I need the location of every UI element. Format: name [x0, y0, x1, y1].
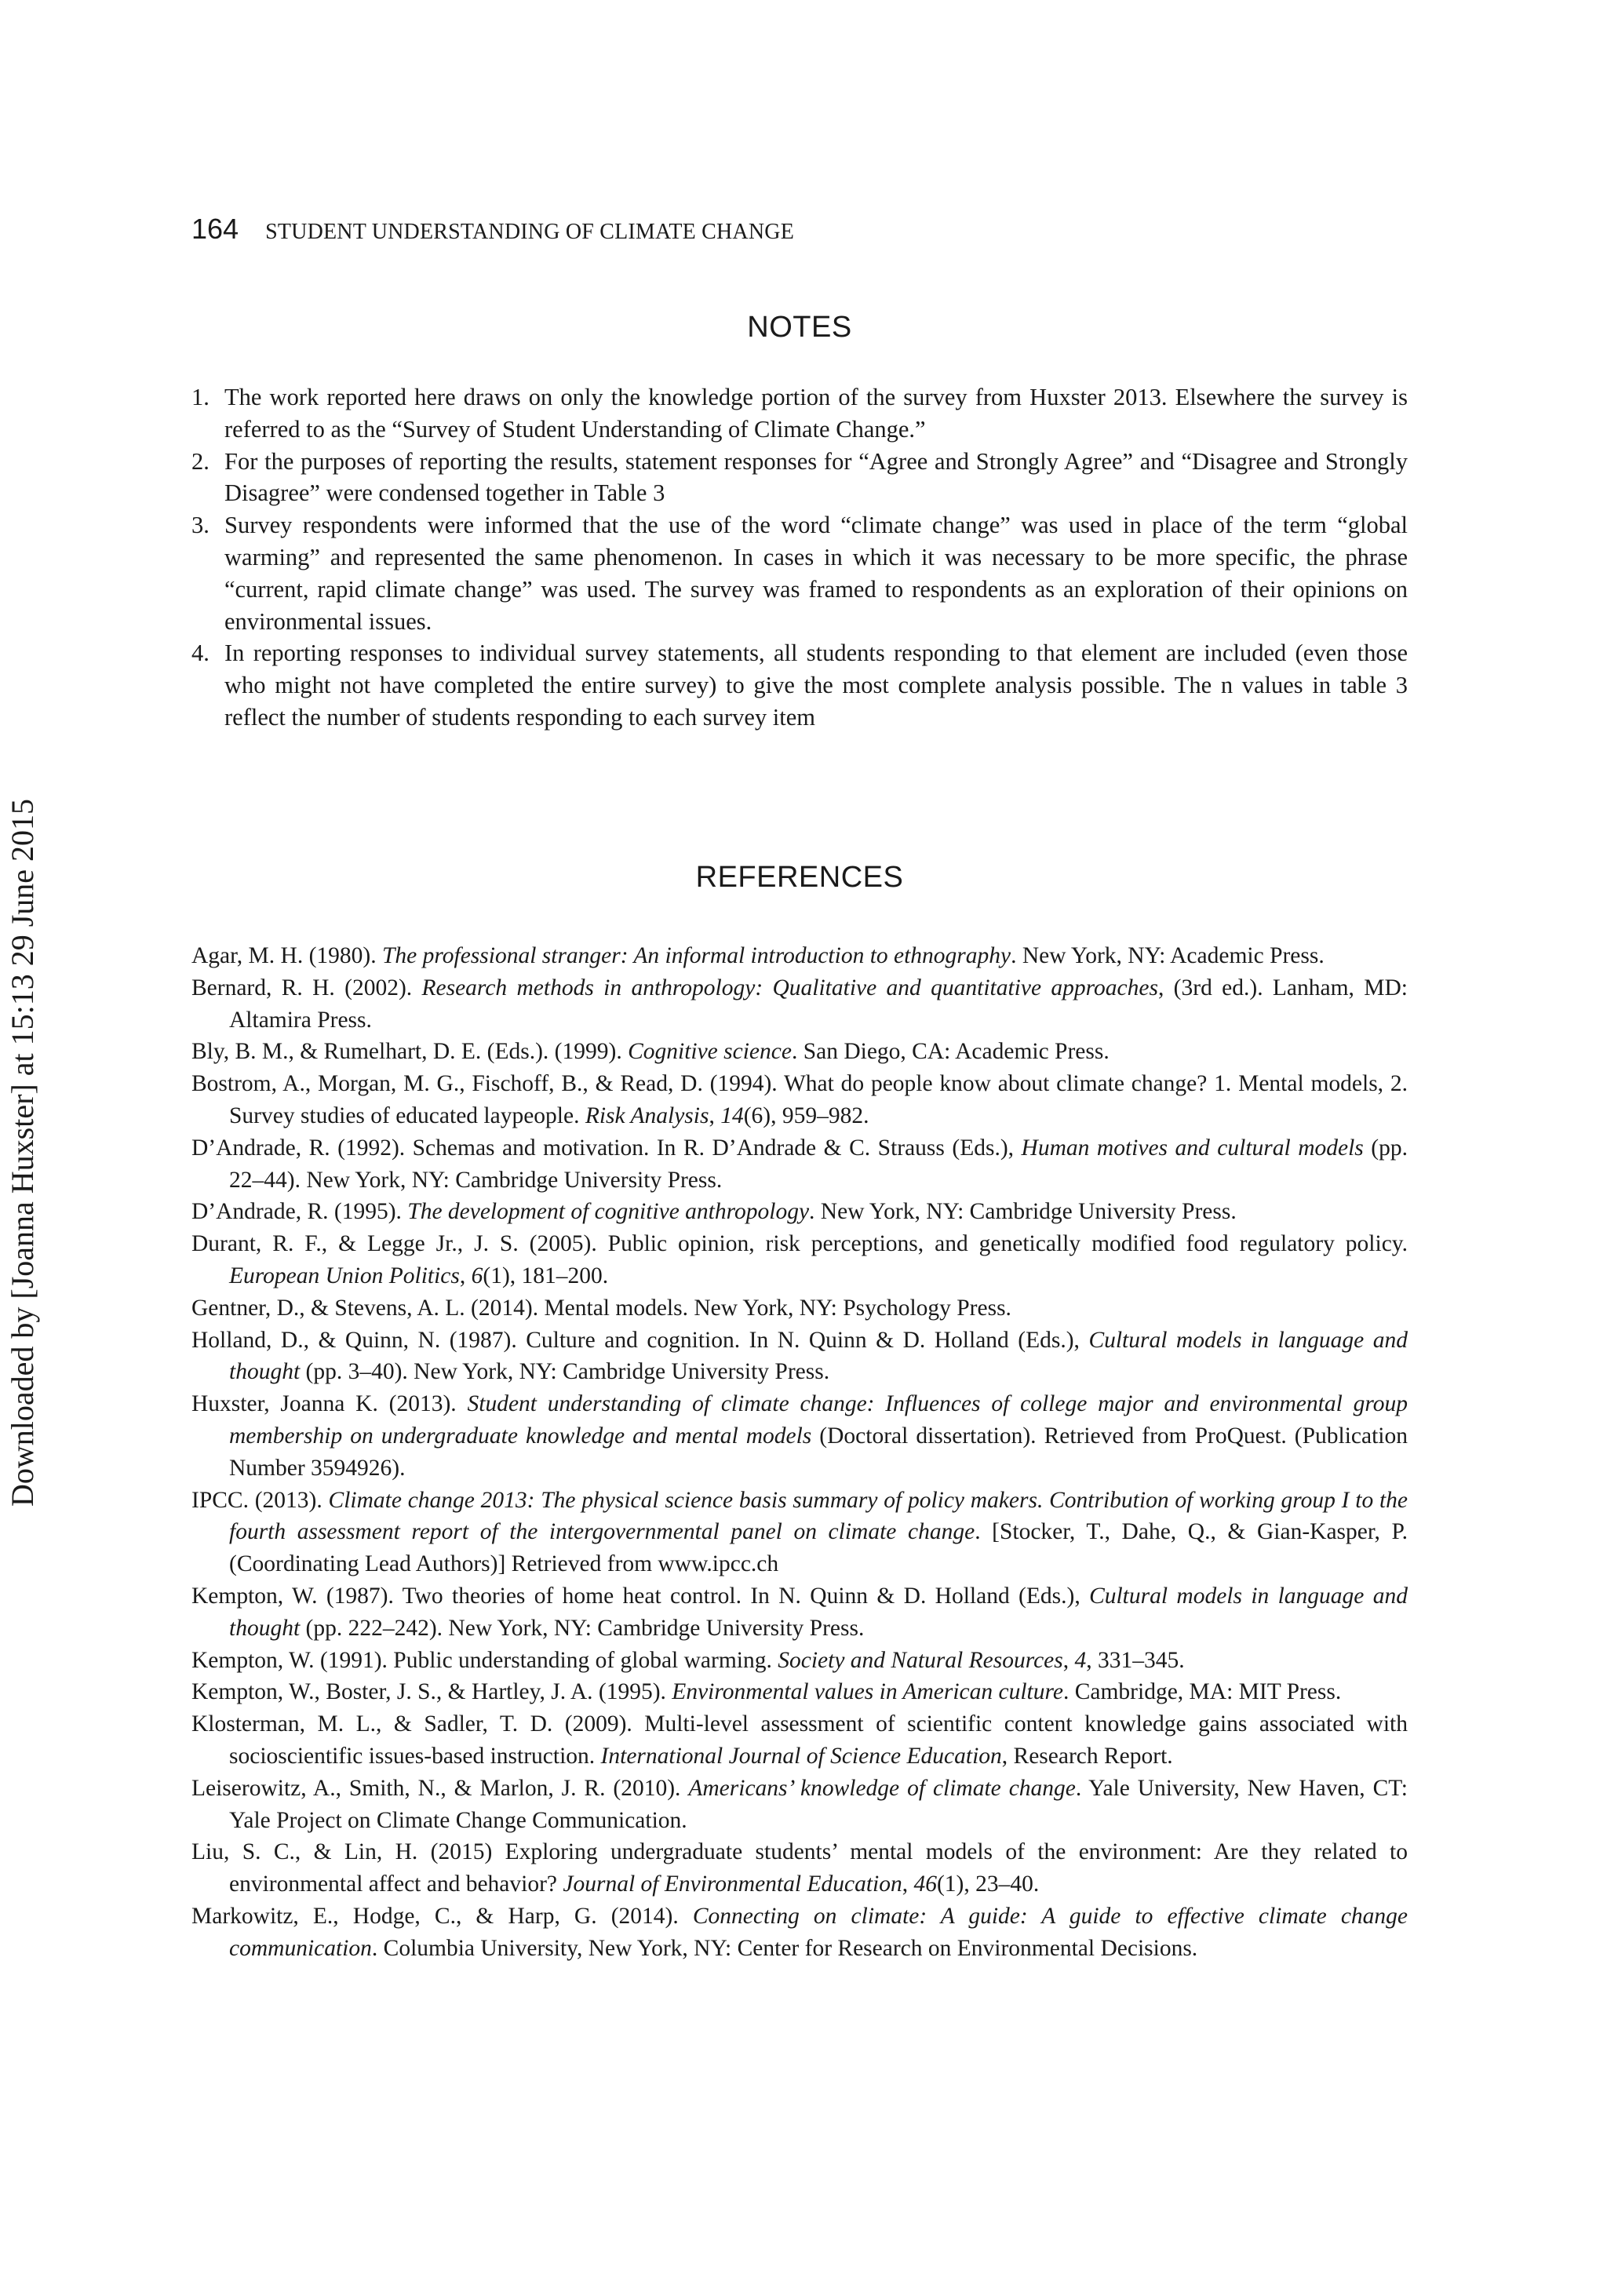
- ref-text: (pp. 222–242). New York, NY: Cambridge University Press.: [300, 1615, 865, 1641]
- page-number: 164: [191, 213, 239, 245]
- reference-item: [191, 1645, 1408, 1677]
- ref-title: Environmental values in American culture: [672, 1679, 1063, 1705]
- note-item: [191, 637, 1408, 733]
- reference-item: [191, 972, 1408, 1037]
- note-number: 1.: [191, 384, 210, 410]
- ref-text: . Yale University, New Haven, CT: Yale Project on Climate Change Communication.: [229, 1775, 1408, 1833]
- ref-title: International Journal of Science Education: [600, 1743, 1002, 1769]
- reference-item: [191, 1068, 1408, 1132]
- ref-title: Cultural models in language and thought: [229, 1327, 1408, 1385]
- ref-title: The development of cognitive anthropology: [407, 1199, 810, 1225]
- ref-text: (6), 959–982.: [743, 1102, 869, 1128]
- ref-title: Cultural models in language and thought: [229, 1583, 1408, 1641]
- note-item: [191, 509, 1408, 637]
- reference-item: [191, 1708, 1408, 1773]
- note-item: [191, 446, 1408, 510]
- ref-title: Climate change 2013: The physical science basis summary of policy makers. Contribution of working group I to the fourth assessment report of the intergovernmental panel on climate change: [229, 1487, 1408, 1545]
- ref-volume: 4: [1074, 1647, 1087, 1673]
- ref-text: (1), 23–40.: [936, 1871, 1040, 1897]
- ref-volume: 14: [720, 1102, 744, 1128]
- ref-text: Klosterman, M. L., & Sadler, T. D. (2009). Multi-level assessment of scientific content knowledge gains associated with socioscientific issues-based instruction.: [191, 1711, 1408, 1769]
- reference-item: [191, 1676, 1408, 1708]
- note-number: 3.: [191, 512, 210, 539]
- ref-text: . Columbia University, New York, NY: Center for Research on Environmental Decisions.: [371, 1935, 1198, 1961]
- ref-text: Agar, M. H. (1980).: [191, 943, 382, 968]
- ref-text: IPCC. (2013).: [191, 1487, 329, 1513]
- ref-volume: 46: [913, 1871, 937, 1897]
- ref-text: Bly, B. M., & Rumelhart, D. E. (Eds.). (1999).: [191, 1039, 629, 1065]
- reference-item: [191, 1036, 1408, 1068]
- note-text: The work reported here draws on only the knowledge portion of the survey from Huxster 2013. Elsewhere the survey is referred to as the “Survey of Student Understanding of Climate Change.”: [224, 384, 1408, 443]
- reference-item: [191, 1325, 1408, 1389]
- ref-text: . [Stocker, T., Dahe, Q., & Gian-Kasper, P. (Coordinating Lead Authors)] Retrieved from www.ipcc.ch: [229, 1519, 1408, 1577]
- notes-heading: NOTES: [747, 311, 852, 344]
- reference-item: [191, 1580, 1408, 1645]
- ref-text: Durant, R. F., & Legge Jr., J. S. (2005). Public opinion, risk perceptions, and genetically modified food regulatory policy.: [191, 1231, 1408, 1257]
- reference-item: [191, 940, 1408, 972]
- ref-text: ,: [459, 1263, 472, 1288]
- ref-text: (Doctoral dissertation). Retrieved from ProQuest. (Publication Number 3594926).: [229, 1423, 1408, 1481]
- reference-item: [191, 1292, 1408, 1325]
- ref-title: Journal of Environmental Education: [563, 1871, 902, 1897]
- download-note-text: Downloaded by [Joanna Huxster] at 15:13 29 June 2015: [5, 798, 40, 1507]
- running-head: [191, 212, 1408, 246]
- ref-text: Bernard, R. H. (2002).: [191, 975, 422, 1000]
- reference-item: [191, 1901, 1408, 1965]
- ref-volume: 6: [471, 1263, 483, 1288]
- reference-item: [191, 1773, 1408, 1837]
- ref-text: Gentner, D., & Stevens, A. L. (2014). Mental models. New York, NY: Psychology Press.: [191, 1295, 1011, 1321]
- ref-text: . San Diego, CA: Academic Press.: [791, 1039, 1110, 1065]
- ref-text: Huxster, Joanna K. (2013).: [191, 1391, 468, 1417]
- ref-text: Kempton, W. (1987). Two theories of home heat control. In N. Quinn & D. Holland (Eds.),: [191, 1583, 1090, 1609]
- ref-text: Holland, D., & Quinn, N. (1987). Culture and cognition. In N. Quinn & D. Holland (Eds.),: [191, 1327, 1089, 1353]
- ref-text: (pp. 22–44). New York, NY: Cambridge University Press.: [229, 1135, 1408, 1193]
- ref-text: Liu, S. C., & Lin, H. (2015) Exploring undergraduate students’ mental models of the environment: Are they related to environmental affect and behavior?: [191, 1839, 1408, 1897]
- ref-text: Bostrom, A., Morgan, M. G., Fischoff, B., & Read, D. (1994). What do people know about climate change? 1. Mental models, 2. Survey studies of educated laypeople.: [191, 1071, 1408, 1128]
- ref-text: D’Andrade, R. (1992). Schemas and motivation. In R. D’Andrade & C. Strauss (Eds.),: [191, 1135, 1022, 1161]
- ref-title: Americans’ knowledge of climate change: [688, 1775, 1076, 1801]
- reference-item: [191, 1485, 1408, 1580]
- reference-item: [191, 1388, 1408, 1484]
- ref-text: . New York, NY: Cambridge University Press.: [809, 1199, 1237, 1225]
- ref-text: . New York, NY: Academic Press.: [1011, 943, 1325, 968]
- note-text: For the purposes of reporting the results, statement responses for “Agree and Strongly Agree” and “Disagree and Strongly Disagree” were condensed together in Table 3: [224, 447, 1408, 507]
- ref-title: European Union Politics: [229, 1263, 460, 1288]
- ref-title: The professional stranger: An informal introduction to ethnography: [381, 943, 1011, 968]
- ref-text: ,: [709, 1102, 721, 1128]
- note-item: [191, 381, 1408, 446]
- ref-text: Kempton, W. (1991). Public understanding of global warming.: [191, 1647, 778, 1673]
- ref-text: , (3rd ed.). Lanham, MD: Altamira Press.: [229, 975, 1408, 1033]
- ref-text: Kempton, W., Boster, J. S., & Hartley, J. A. (1995).: [191, 1679, 672, 1705]
- note-number: 2.: [191, 447, 210, 475]
- ref-text: Leiserowitz, A., Smith, N., & Marlon, J. R. (2010).: [191, 1775, 689, 1801]
- ref-title: Cognitive science: [628, 1039, 792, 1065]
- reference-item: [191, 1228, 1408, 1292]
- ref-text: ,: [902, 1871, 914, 1897]
- running-title: STUDENT UNDERSTANDING OF CLIMATE CHANGE: [265, 220, 794, 244]
- ref-text: , 331–345.: [1086, 1647, 1185, 1673]
- ref-text: . Cambridge, MA: MIT Press.: [1062, 1679, 1342, 1705]
- ref-title: Connecting on climate: A guide: A guide to effective climate change communication: [229, 1903, 1408, 1961]
- ref-title: Human motives and cultural models: [1021, 1135, 1364, 1161]
- ref-text: Markowitz, E., Hodge, C., & Harp, G. (2014).: [191, 1903, 693, 1929]
- note-number: 4.: [191, 640, 210, 667]
- ref-text: ,: [1062, 1647, 1075, 1673]
- reference-item: [191, 1132, 1408, 1197]
- note-text: Survey respondents were informed that the use of the word “climate change” was used in place of the term “global warming” and represented the same phenomenon. In cases in which it was necessary to be more specific, the phrase “current, rapid climate change” was used. The survey was framed to respondents as an exploration of their opinions on environmental issues.: [224, 512, 1408, 635]
- ref-title: Society and Natural Resources: [778, 1647, 1063, 1673]
- references-heading: REFERENCES: [695, 861, 904, 894]
- ref-title: Student understanding of climate change: Influences of college major and environmental group membership on undergraduate knowledge and mental models: [229, 1391, 1408, 1449]
- ref-text: , Research Report.: [1001, 1743, 1173, 1769]
- references-list: [191, 940, 1408, 1965]
- notes-list: [191, 381, 1408, 734]
- ref-title: Risk Analysis: [585, 1102, 709, 1128]
- ref-text: D’Andrade, R. (1995).: [191, 1199, 408, 1225]
- ref-text: (1), 181–200.: [483, 1263, 609, 1288]
- ref-text: (pp. 3–40). New York, NY: Cambridge University Press.: [300, 1359, 830, 1385]
- reference-item: [191, 1836, 1408, 1901]
- ref-title: Research methods in anthropology: Qualitative and quantitative approaches: [421, 975, 1158, 1000]
- note-text: In reporting responses to individual survey statements, all students responding to that element are included (even those who might not have completed the entire survey) to give the most complete analysis possible. The n values in table 3 reflect the number of students responding to each survey item: [224, 640, 1408, 731]
- reference-item: [191, 1196, 1408, 1228]
